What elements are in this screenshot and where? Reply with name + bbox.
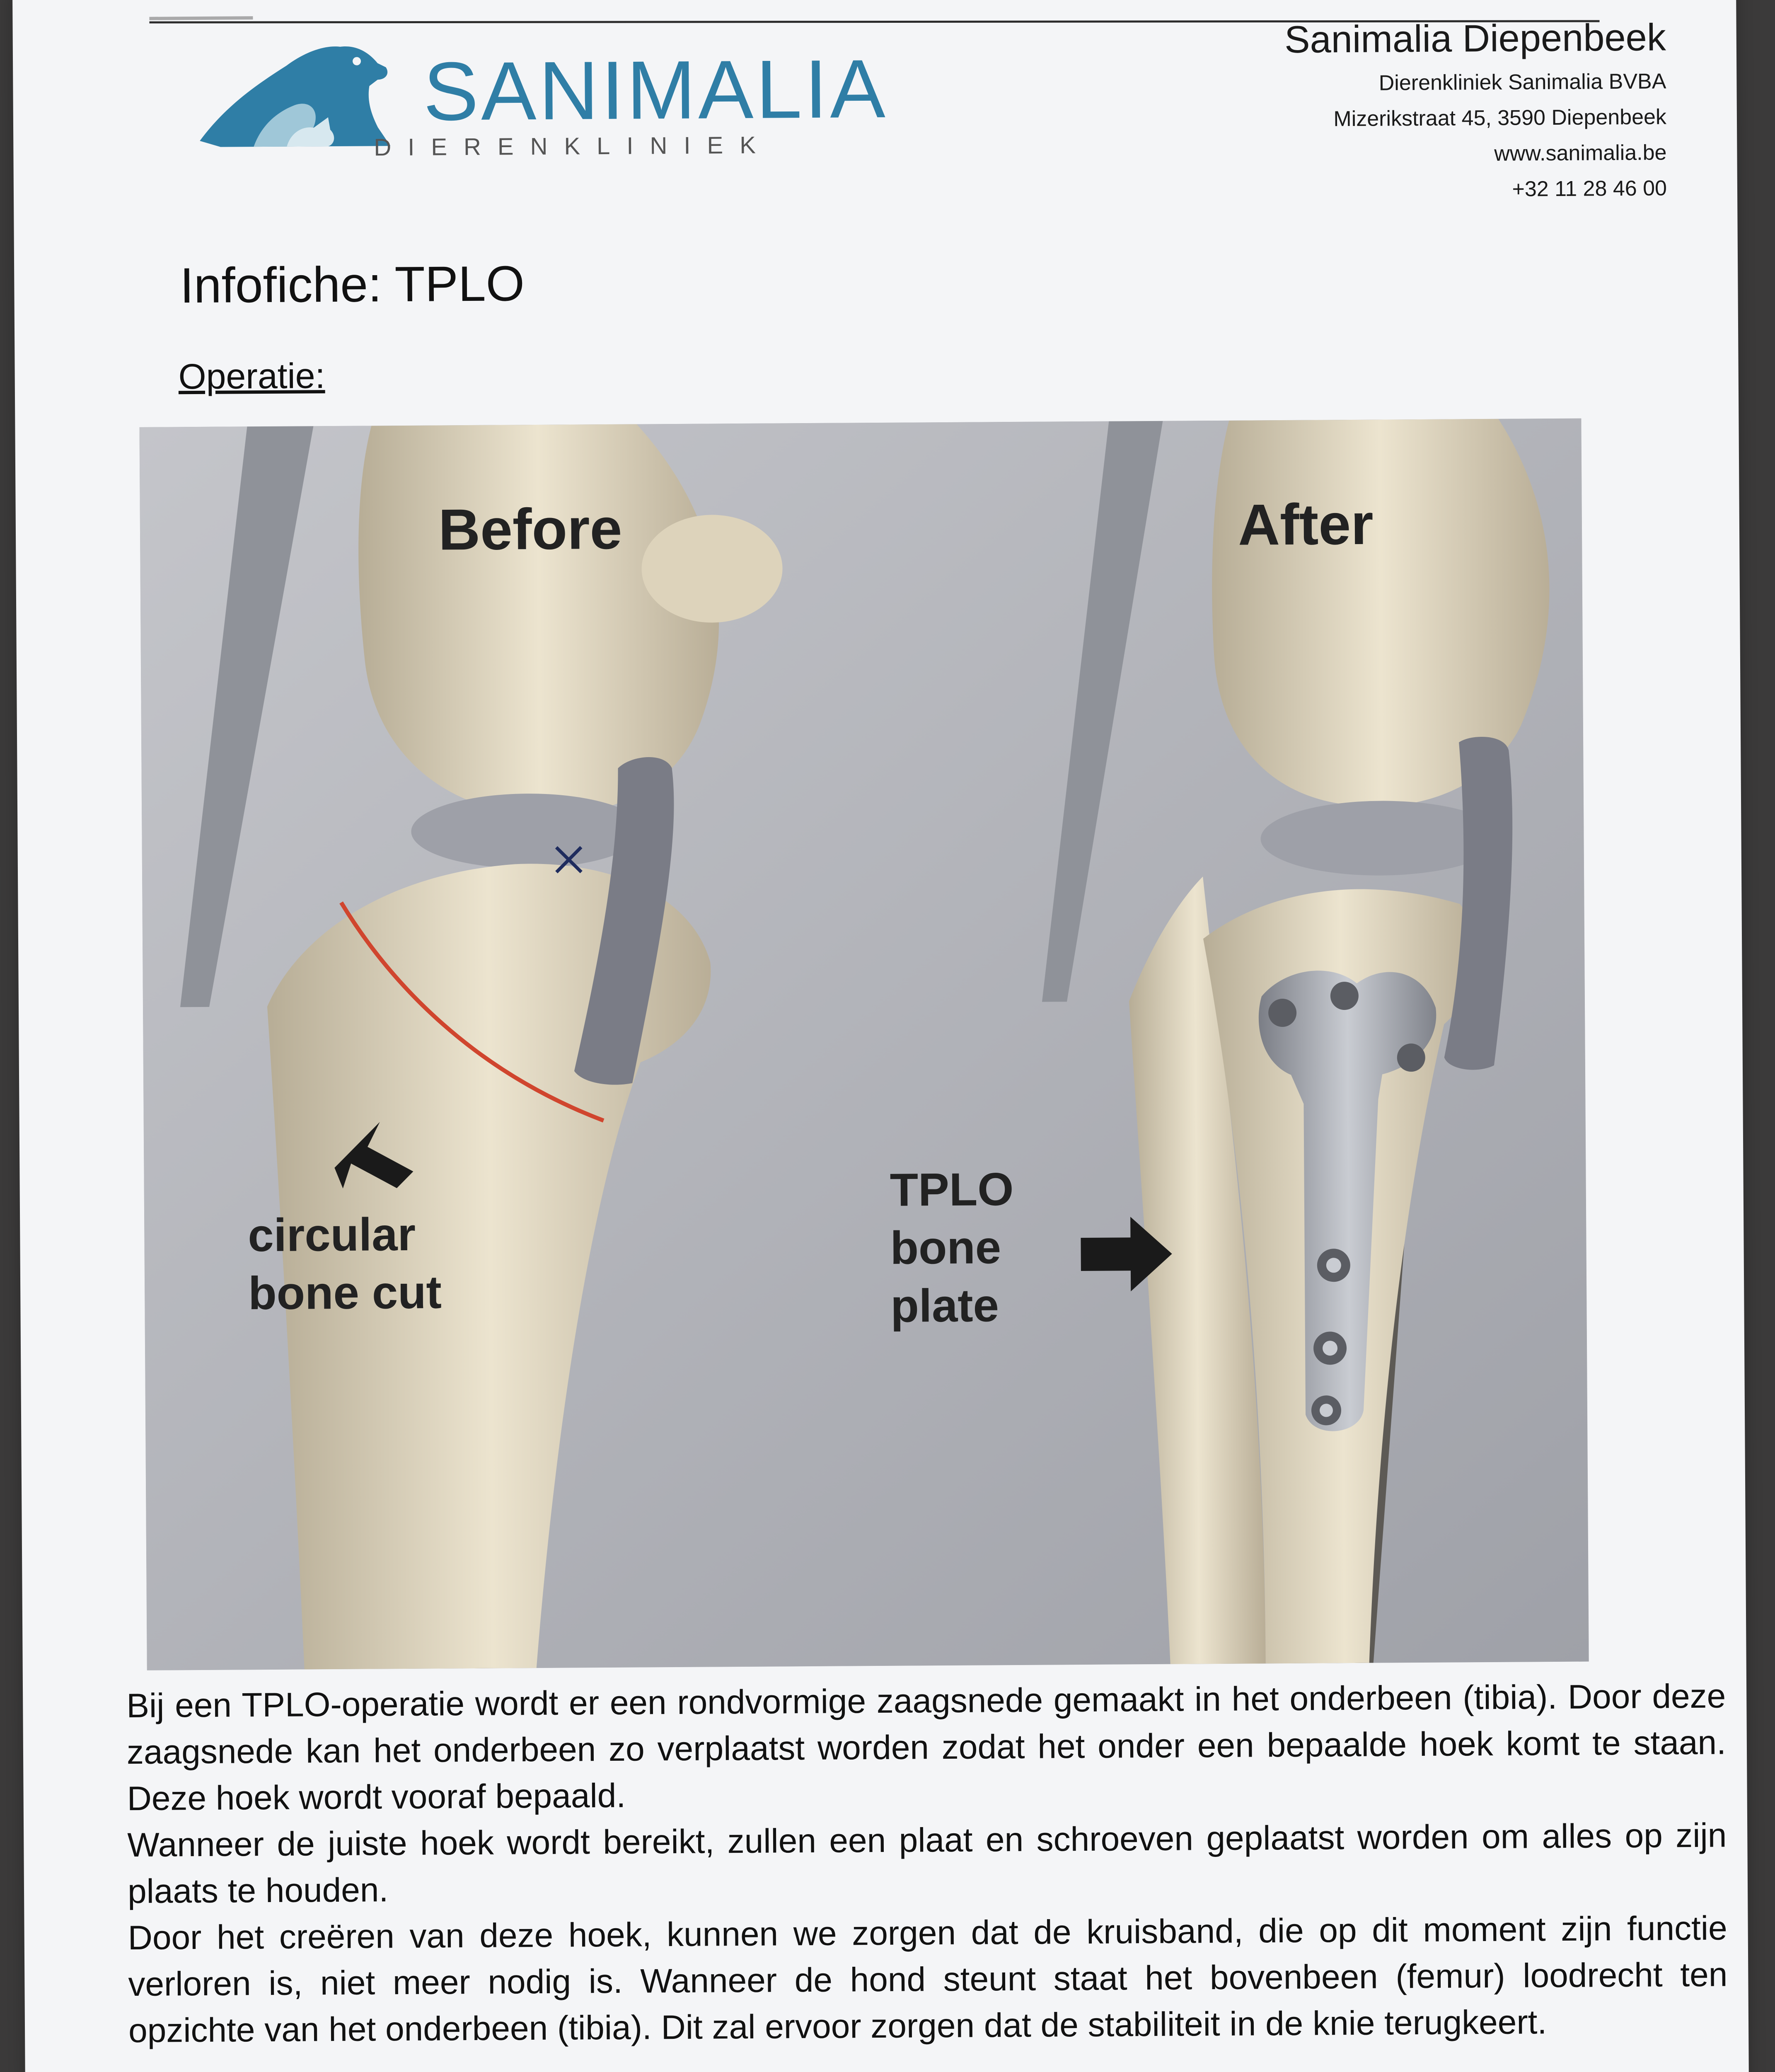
- tplo-plate-caption-line1: TPLO: [890, 1163, 1014, 1216]
- phone-line: +32 11 28 46 00: [1512, 176, 1667, 201]
- paragraph-3: Door het creëren van deze hoek, kunnen we zorgen dat de kruisband, die op dit moment zijn functie verloren is, niet meer nodig is. Wanneer de hond steunt staat het bovenbeen (femur) loodrecht ten opzichte van het onderbeen (tibia). Dit zal ervoor zorgen dat de stabiliteit in de knie terugkeert.: [128, 1909, 1728, 2050]
- brand-tagline: DIERENKLINIEK: [374, 131, 773, 161]
- logo: [191, 24, 938, 178]
- circular-bone-cut-caption-line1: circular: [247, 1208, 416, 1261]
- website-line: www.sanimalia.be: [1494, 140, 1667, 166]
- street-line: Mizerikstraat 45, 3590 Diepenbeek: [1333, 105, 1667, 131]
- tplo-plate-caption-line3: plate: [890, 1279, 999, 1332]
- body-text: [126, 1673, 1728, 2055]
- tplo-plate-caption-line2: bone: [890, 1221, 1001, 1274]
- org-name: Sanimalia Diepenbeek: [1284, 16, 1666, 61]
- after-label: After: [1238, 491, 1374, 557]
- section-heading: Operatie:: [178, 356, 325, 397]
- brand-name: SANIMALIA: [423, 42, 888, 138]
- knee-diagram: [139, 419, 1589, 1670]
- paragraph-1: Bij een TPLO-operatie wordt er een rondvormige zaagsnede gemaakt in het onderbeen (tibia). Door deze zaagsnede kan het onderbeen zo verplaatst worden zodat het onder een bepaalde hoek komt te staan. Deze hoek wordt vooraf bepaald.: [126, 1677, 1727, 1818]
- before-label: Before: [438, 496, 622, 562]
- address-block: [1284, 16, 1667, 208]
- document-title: Infofiche: TPLO: [179, 256, 525, 314]
- corner-mark: [149, 16, 253, 20]
- document-sheet: [12, 0, 1751, 2072]
- tplo-illustration: [139, 419, 1589, 1670]
- company-line: Dierenkliniek Sanimalia BVBA: [1378, 69, 1666, 95]
- circular-bone-cut-caption-line2: bone cut: [248, 1266, 442, 1319]
- paragraph-2: Wanneer de juiste hoek wordt bereikt, zullen een plaat en schroeven geplaatst worden om alles op zijn plaats te houden.: [127, 1816, 1727, 1911]
